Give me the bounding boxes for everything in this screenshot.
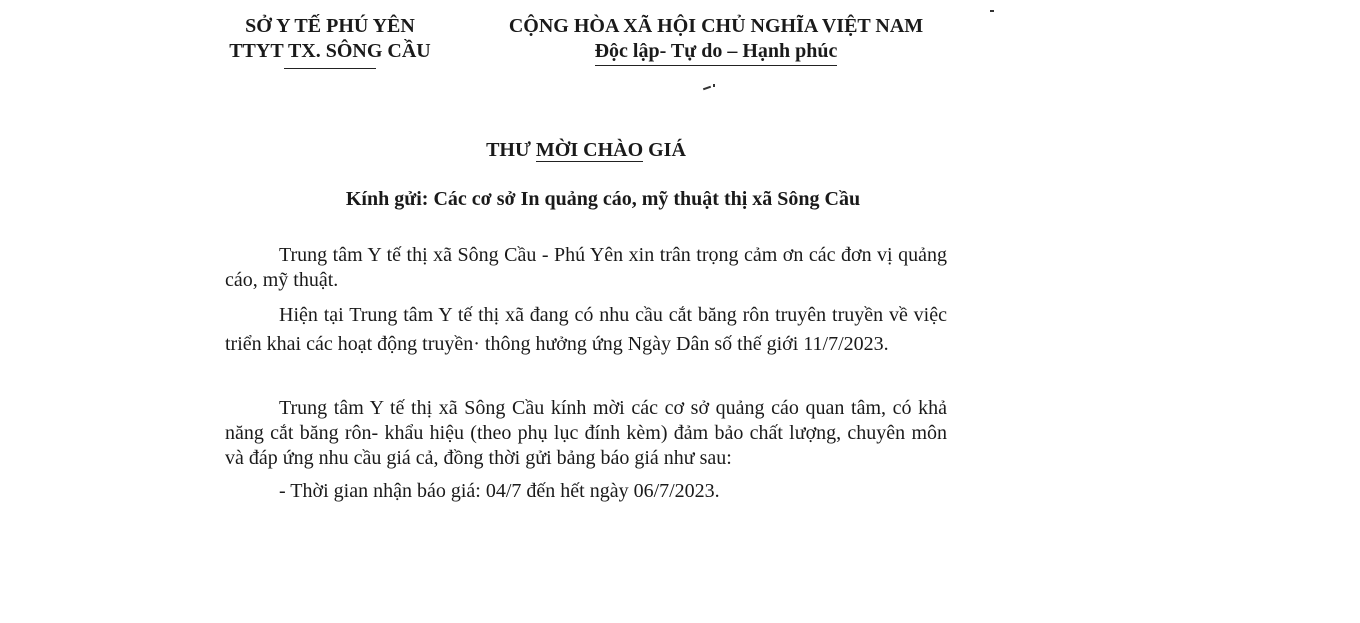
scan-speck xyxy=(703,86,711,91)
agency-underline xyxy=(284,68,376,69)
agency-name: TTYT TX. SÔNG CẦU xyxy=(229,40,431,62)
scan-speck xyxy=(713,84,715,87)
paragraph-thanks: Trung tâm Y tế thị xã Sông Cầu - Phú Yên xin trân trọng cảm ơn các đơn vị quảng cáo, mỹ thuật. xyxy=(225,244,947,291)
paragraph-invitation: Trung tâm Y tế thị xã Sông Cầu kính mời các cơ sở quảng cáo quan tâm, có khả năng cắt băng rôn- khẩu hiệu (theo phụ lục đính kèm) đảm bảo chất lượng, chuyên môn và đáp ứng nhu cầu giá cả, đồng thời gửi bảng báo giá như sau: xyxy=(225,397,947,469)
title-part-2: MỜI CHÀO xyxy=(535,139,644,161)
parent-agency-name: SỞ Y TẾ PHÚ YÊN xyxy=(245,15,415,37)
title-part-3: GIÁ xyxy=(643,139,686,161)
recipient-line: Kính gửi: Các cơ sở In quảng cáo, mỹ thuật thị xã Sông Cầu xyxy=(345,188,861,210)
national-motto-block xyxy=(480,14,952,66)
title-part-1: THƯ xyxy=(486,139,536,161)
document-title xyxy=(225,137,947,163)
issuing-agency-block xyxy=(205,14,455,69)
national-motto: Độc lập- Tự do – Hạnh phúc xyxy=(595,39,838,66)
scan-speck xyxy=(990,10,994,12)
country-name: CỘNG HÒA XÃ HỘI CHỦ NGHĨA VIỆT NAM xyxy=(508,15,924,37)
paragraph-need: Hiện tại Trung tâm Y tế thị xã đang có nhu cầu cắt băng rôn truyên truyền về việc triển khai các hoạt động truyền· thông hưởng ứng Ngày Dân số thế giới 11/7/2023. xyxy=(225,304,947,355)
quote-deadline-item: - Thời gian nhận báo giá: 04/7 đến hết ngày 06/7/2023. xyxy=(279,480,720,502)
